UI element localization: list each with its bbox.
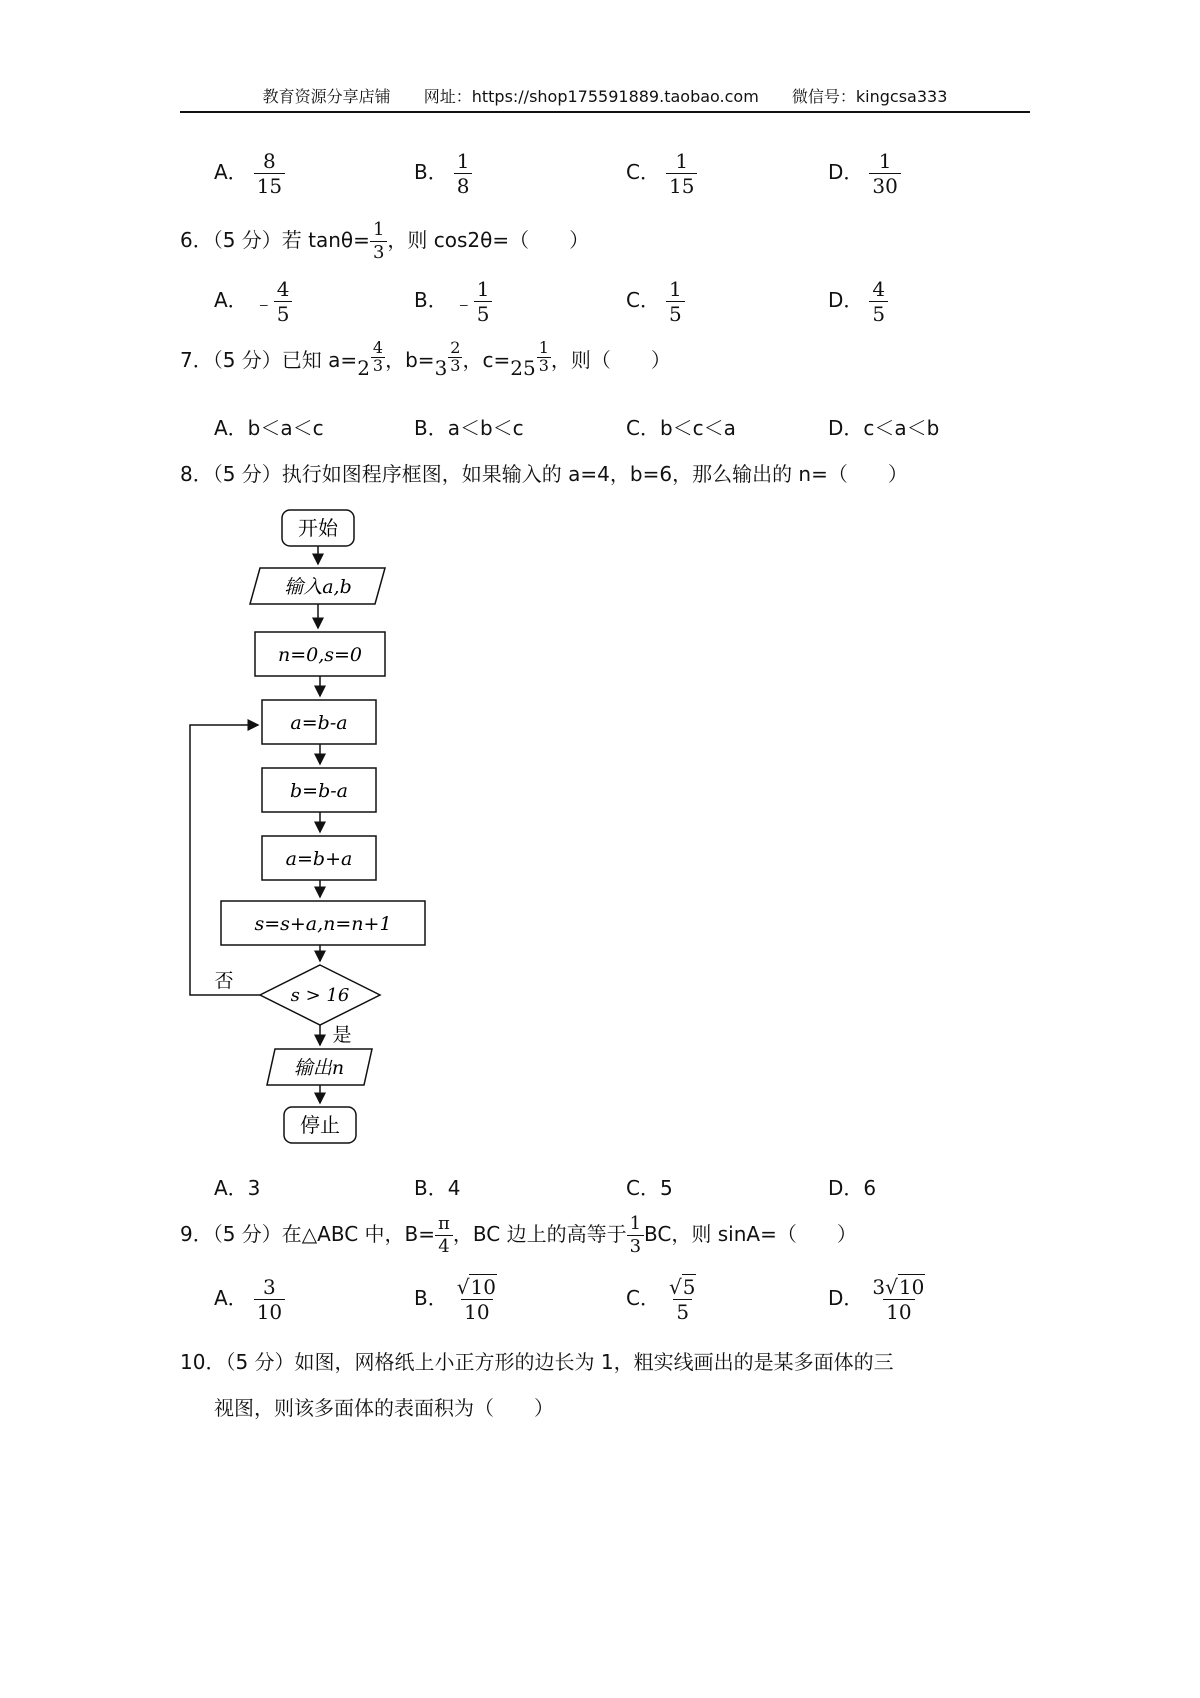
flow-stop-text: 停止 xyxy=(300,1113,340,1137)
question-7: 7．（5 分）已知 a=2 $\frac{4}{3}$ ，b=3 $\frac{2}{3}$ ，c=25 $\frac{1}{3}$ ，则（ ） xyxy=(180,338,671,380)
q9-option-b: B． $\frac{√10}{10}$ xyxy=(414,1275,496,1324)
q7-option-d: D．c＜a＜b xyxy=(828,416,940,440)
flow-decision-text: s > 16 xyxy=(290,985,350,1006)
flow-step4-text: s=s+a,n=n+1 xyxy=(254,913,392,935)
question-6: 6．（5 分）若 tanθ= $\frac{1}{3}$ ，则 cos2θ=（ ） xyxy=(180,219,590,263)
q5-option-c: C． $\frac{1}{15}$ xyxy=(626,150,697,197)
flow-output-text: 输出n xyxy=(293,1057,345,1079)
header-wechat: 微信号：kingcsa333 xyxy=(791,87,948,106)
q6-option-a: A． ﹣ $\frac{4}{5}$ xyxy=(214,278,292,325)
flow-step1-text: a=b-a xyxy=(290,712,348,734)
question-8: 8．（5 分）执行如图程序框图，如果输入的 a=4，b=6，那么输出的 n=（ ） xyxy=(180,462,908,486)
q8-option-d: D．6 xyxy=(828,1176,877,1200)
q8-option-c: C．5 xyxy=(626,1176,673,1200)
flow-input-text: 输入a,b xyxy=(284,576,352,598)
q5-option-a: A． $\frac{8}{15}$ xyxy=(214,150,285,197)
question-10-line1: 10．（5 分）如图，网格纸上小正方形的边长为 1，粗实线画出的是某多面体的三 xyxy=(180,1350,894,1374)
q7-option-c: C．b＜c＜a xyxy=(626,416,736,440)
flowchart xyxy=(180,500,440,1160)
flow-start-text: 开始 xyxy=(298,516,338,540)
q5-option-d: D． $\frac{1}{30}$ xyxy=(828,150,901,197)
q6-option-b: B． ﹣ $\frac{1}{5}$ xyxy=(414,278,492,325)
q8-option-a: A．3 xyxy=(214,1176,261,1200)
q6-option-c: C． $\frac{1}{5}$ xyxy=(626,278,685,325)
q9-option-a: A． $\frac{3}{10}$ xyxy=(214,1276,285,1323)
q9-option-c: C． $\frac{√5}{5}$ xyxy=(626,1275,696,1324)
q8-option-b: B．4 xyxy=(414,1176,461,1200)
q7-option-a: A．b＜a＜c xyxy=(214,416,324,440)
q5-option-b: B． $\frac{1}{8}$ xyxy=(414,150,472,197)
page-header xyxy=(180,84,1030,112)
flow-no-label: 否 xyxy=(214,970,234,992)
q7-option-b: B．a＜b＜c xyxy=(414,416,524,440)
flow-yes-label: 是 xyxy=(332,1024,352,1046)
q6-option-d: D． $\frac{4}{5}$ xyxy=(828,278,888,325)
header-rule xyxy=(180,111,1030,113)
question-9: 9．（5 分）在△ABC 中，B= $\frac{\pi}{4}$ ，BC 边上的高等于 $\frac{1}{3}$ BC，则 sinA=（ ） xyxy=(180,1213,857,1257)
header-site: 网址：https://shop175591889.taobao.com xyxy=(423,87,759,106)
q9-option-d: D． $\frac{3√10}{10}$ xyxy=(828,1275,925,1324)
header-shop: 教育资源分享店铺 xyxy=(262,87,391,106)
flow-step2-text: b=b-a xyxy=(290,780,348,802)
flow-init-text: n=0,s=0 xyxy=(277,644,363,666)
question-10-line2: 视图，则该多面体的表面积为（ ） xyxy=(214,1396,554,1420)
flow-step3-text: a=b+a xyxy=(285,848,353,870)
